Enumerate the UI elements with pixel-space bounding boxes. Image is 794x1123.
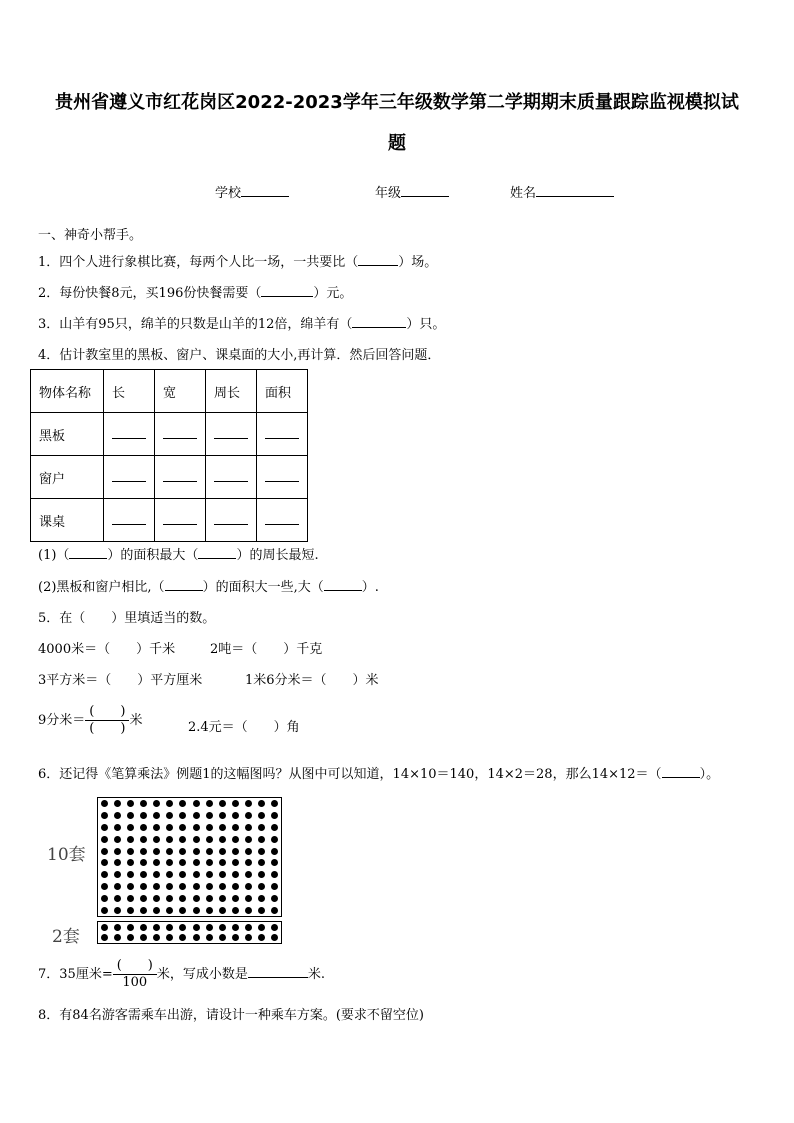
dot <box>179 895 186 902</box>
dot <box>219 836 226 843</box>
q5-item-e[interactable] <box>38 704 142 737</box>
dot <box>206 800 213 807</box>
dot <box>206 859 213 866</box>
dot <box>258 824 265 831</box>
dot <box>140 924 147 931</box>
q5e-unit: 米 <box>129 713 143 728</box>
dot <box>271 824 278 831</box>
dot <box>153 871 160 878</box>
school-label: 学校 <box>215 186 242 201</box>
dot <box>140 859 147 866</box>
dot <box>179 800 186 807</box>
dot-array-bottom <box>97 921 282 944</box>
dot <box>101 895 108 902</box>
dot <box>245 924 252 931</box>
dot <box>166 848 173 855</box>
q4s2-blank-2[interactable] <box>324 590 362 591</box>
dot <box>219 812 226 819</box>
school-field[interactable] <box>215 182 289 201</box>
name-field[interactable] <box>510 182 614 201</box>
row-label: 窗户 <box>31 456 104 499</box>
dot <box>179 934 186 941</box>
dot <box>153 934 160 941</box>
dot <box>258 895 265 902</box>
q5e-text: 9分米＝ <box>38 713 86 728</box>
answer-blank[interactable] <box>163 512 197 525</box>
fraction-denominator: 100 <box>122 975 148 990</box>
question-4-sub1 <box>38 544 319 563</box>
dot <box>114 924 121 931</box>
dot <box>232 836 239 843</box>
q4s2-text-end: ）. <box>361 580 379 595</box>
q4s1-blank-2[interactable] <box>198 558 236 559</box>
dot <box>271 859 278 866</box>
dot <box>179 924 186 931</box>
dot <box>114 934 121 941</box>
table-row <box>31 413 308 456</box>
dot <box>258 871 265 878</box>
dot <box>245 871 252 878</box>
row-label: 黑板 <box>31 413 104 456</box>
dot <box>127 883 134 890</box>
dot <box>127 800 134 807</box>
dot <box>193 848 200 855</box>
dot <box>245 848 252 855</box>
q6-text-end: ）。 <box>699 767 720 782</box>
dot <box>127 836 134 843</box>
dot <box>127 812 134 819</box>
dot <box>206 848 213 855</box>
dot <box>101 824 108 831</box>
answer-blank[interactable] <box>163 426 197 439</box>
dot <box>101 812 108 819</box>
dot <box>219 859 226 866</box>
dot <box>193 871 200 878</box>
dot <box>153 859 160 866</box>
question-3 <box>38 313 445 332</box>
question-1 <box>38 251 437 270</box>
q6-text: 6．还记得《笔算乘法》例题1的这幅图吗？从图中可以知道，14×10＝140，14×2＝28，那么14×12＝（ <box>38 767 662 782</box>
dot <box>206 812 213 819</box>
answer-blank[interactable] <box>265 512 299 525</box>
dot <box>127 859 134 866</box>
dot <box>258 934 265 941</box>
dot <box>179 859 186 866</box>
dot <box>232 812 239 819</box>
dot <box>219 824 226 831</box>
dot-label-bottom: 2套 <box>52 927 80 947</box>
question-4-sub2 <box>38 576 379 595</box>
dot <box>114 812 121 819</box>
dot <box>179 907 186 914</box>
q4s2-blank-1[interactable] <box>165 590 203 591</box>
fraction <box>85 704 129 737</box>
dot <box>101 907 108 914</box>
dot <box>206 836 213 843</box>
q5-item-d[interactable]: 1米6分米＝（ ）米 <box>245 673 379 688</box>
question-8: 8．有84名游客需乘车出游，请设计一种乘车方案。(要求不留空位) <box>38 1008 424 1023</box>
dot <box>114 895 121 902</box>
dot <box>179 883 186 890</box>
dot <box>206 883 213 890</box>
dot <box>245 883 252 890</box>
dot <box>232 924 239 931</box>
dot <box>206 824 213 831</box>
dot <box>101 934 108 941</box>
dot <box>206 924 213 931</box>
dot <box>258 812 265 819</box>
answer-blank[interactable] <box>265 426 299 439</box>
q4s1-text-mid: ）的面积最大（ <box>107 548 199 563</box>
header-cell: 长 <box>104 370 155 413</box>
dot <box>140 800 147 807</box>
dot <box>219 934 226 941</box>
dot <box>179 871 186 878</box>
dot <box>127 907 134 914</box>
dot <box>114 871 121 878</box>
dot <box>193 907 200 914</box>
dot <box>127 934 134 941</box>
dot <box>179 836 186 843</box>
dot <box>153 883 160 890</box>
dot <box>258 800 265 807</box>
dot <box>245 800 252 807</box>
dot <box>193 924 200 931</box>
q4s1-text: (1)（ <box>38 548 70 563</box>
dot <box>245 934 252 941</box>
dot <box>153 800 160 807</box>
dot <box>245 812 252 819</box>
table-row <box>31 456 308 499</box>
dot <box>258 907 265 914</box>
dot <box>166 859 173 866</box>
dot <box>206 934 213 941</box>
dot <box>271 836 278 843</box>
dot <box>258 848 265 855</box>
q4s2-text: (2)黑板和窗户相比,（ <box>38 580 165 595</box>
q7-text-end: 米. <box>307 967 326 982</box>
dot <box>271 871 278 878</box>
q1-text: 1．四个人进行象棋比赛，每两个人比一场，一共要比（ <box>38 255 359 270</box>
estimate-table <box>30 369 308 542</box>
dot <box>258 883 265 890</box>
dot <box>114 883 121 890</box>
dot <box>271 812 278 819</box>
dot <box>153 824 160 831</box>
dot <box>232 895 239 902</box>
answer-blank[interactable] <box>112 469 146 482</box>
table-row <box>31 499 308 542</box>
dot <box>193 934 200 941</box>
q4s1-blank-1[interactable] <box>69 558 107 559</box>
dot <box>193 824 200 831</box>
dot <box>166 907 173 914</box>
dot <box>179 848 186 855</box>
dot <box>219 895 226 902</box>
dot <box>153 924 160 931</box>
dot <box>114 800 121 807</box>
dot <box>127 871 134 878</box>
dot <box>140 812 147 819</box>
dot <box>179 812 186 819</box>
header-cell: 宽 <box>155 370 206 413</box>
dot <box>101 924 108 931</box>
dot <box>166 871 173 878</box>
dot <box>127 924 134 931</box>
dot <box>193 800 200 807</box>
q5-item-c[interactable]: 3平方米＝（ ）平方厘米 <box>38 673 203 688</box>
dot <box>193 836 200 843</box>
dot <box>166 934 173 941</box>
answer-blank[interactable] <box>214 469 248 482</box>
dot <box>206 895 213 902</box>
fraction-denominator[interactable]: ( ) <box>89 721 126 736</box>
dot <box>219 871 226 878</box>
header-cell: 周长 <box>206 370 257 413</box>
dot <box>232 848 239 855</box>
row-label: 课桌 <box>31 499 104 542</box>
question-7 <box>38 958 325 991</box>
dot <box>166 800 173 807</box>
question-6 <box>38 763 719 782</box>
q2-text-end: ）元。 <box>313 286 353 301</box>
dot <box>258 859 265 866</box>
fraction <box>113 958 157 991</box>
fraction-numerator[interactable]: ( ) <box>85 704 129 721</box>
dot <box>232 907 239 914</box>
dot <box>153 895 160 902</box>
dot <box>127 895 134 902</box>
q7-text: 7．35厘米= <box>38 967 113 982</box>
dot <box>271 924 278 931</box>
dot <box>193 859 200 866</box>
answer-blank[interactable] <box>112 426 146 439</box>
dot <box>127 824 134 831</box>
dot <box>140 871 147 878</box>
dot <box>206 907 213 914</box>
dot <box>232 859 239 866</box>
dot <box>166 895 173 902</box>
q3-text: 3．山羊有95只，绵羊的只数是山羊的12倍，绵羊有（ <box>38 317 353 332</box>
dot <box>140 836 147 843</box>
dot <box>193 883 200 890</box>
q4s1-text-end: ）的周长最短. <box>236 548 319 563</box>
question-2 <box>38 282 352 301</box>
q6-answer-blank[interactable] <box>662 777 700 778</box>
question-4: 4．估计教室里的黑板、窗户、课桌面的大小,再计算．然后回答问题． <box>38 348 441 363</box>
dot <box>101 836 108 843</box>
table-header-row <box>31 370 308 413</box>
q7-answer-blank[interactable] <box>248 977 308 978</box>
q5-item-a[interactable]: 4000米＝（ ）千米 <box>38 642 176 657</box>
dot <box>140 824 147 831</box>
dot <box>206 871 213 878</box>
dot <box>245 824 252 831</box>
dot <box>140 848 147 855</box>
dot <box>127 848 134 855</box>
answer-blank[interactable] <box>112 512 146 525</box>
dot <box>114 907 121 914</box>
dot <box>153 836 160 843</box>
section-heading: 一、神奇小帮手。 <box>38 228 143 243</box>
dot-label-top: 10套 <box>47 845 86 865</box>
q3-text-end: ）只。 <box>406 317 446 332</box>
dot <box>271 907 278 914</box>
dot <box>219 883 226 890</box>
dot <box>271 895 278 902</box>
dot <box>271 800 278 807</box>
answer-blank[interactable] <box>214 426 248 439</box>
q3-answer-blank[interactable] <box>352 327 406 328</box>
dot-array-top <box>97 797 282 917</box>
fraction-numerator[interactable]: ( ) <box>113 958 157 975</box>
page-title-continued: 题 <box>388 133 406 154</box>
dot <box>101 800 108 807</box>
dot <box>271 848 278 855</box>
dot <box>166 883 173 890</box>
q1-answer-blank[interactable] <box>358 265 398 266</box>
dot <box>166 824 173 831</box>
dot <box>245 836 252 843</box>
q2-text: 2．每份快餐8元，买196份快餐需要（ <box>38 286 262 301</box>
dot <box>232 800 239 807</box>
grade-label: 年级 <box>375 186 402 201</box>
dot <box>219 924 226 931</box>
dot <box>101 883 108 890</box>
dot <box>101 859 108 866</box>
q5-item-b[interactable]: 2吨＝（ ）千克 <box>210 642 323 657</box>
page-title: 贵州省遵义市红花岗区2022-2023学年三年级数学第二学期期末质量跟踪监视模拟试 <box>55 92 739 113</box>
dot <box>114 859 121 866</box>
dot <box>179 824 186 831</box>
dot <box>219 907 226 914</box>
answer-blank[interactable] <box>214 512 248 525</box>
dot <box>140 895 147 902</box>
q2-answer-blank[interactable] <box>261 296 313 297</box>
dot <box>140 934 147 941</box>
dot <box>245 907 252 914</box>
dot <box>232 934 239 941</box>
header-cell: 面积 <box>257 370 308 413</box>
dot <box>232 824 239 831</box>
dot <box>101 848 108 855</box>
dot <box>219 848 226 855</box>
dot <box>232 871 239 878</box>
name-label: 姓名 <box>510 186 537 201</box>
dot <box>140 883 147 890</box>
dot <box>166 924 173 931</box>
dot <box>153 848 160 855</box>
header-cell: 物体名称 <box>31 370 104 413</box>
dot <box>166 836 173 843</box>
dot <box>258 836 265 843</box>
dot <box>114 824 121 831</box>
dot <box>193 895 200 902</box>
dot <box>114 848 121 855</box>
q5-item-f[interactable]: 2.4元＝（ ）角 <box>188 720 300 735</box>
dot <box>271 883 278 890</box>
dot <box>219 800 226 807</box>
dot <box>271 934 278 941</box>
dot <box>232 883 239 890</box>
q1-text-end: ）场。 <box>398 255 438 270</box>
question-5: 5．在（ ）里填适当的数。 <box>38 611 216 626</box>
grade-field[interactable] <box>375 182 449 201</box>
dot <box>193 812 200 819</box>
dot <box>166 812 173 819</box>
q4s2-text-mid: ）的面积大一些,大（ <box>202 580 324 595</box>
dot <box>258 924 265 931</box>
dot <box>153 812 160 819</box>
answer-blank[interactable] <box>163 469 197 482</box>
answer-blank[interactable] <box>265 469 299 482</box>
dot <box>140 907 147 914</box>
dot <box>245 895 252 902</box>
dot <box>153 907 160 914</box>
dot <box>101 871 108 878</box>
dot <box>114 836 121 843</box>
q7-text-mid: 米，写成小数是 <box>156 967 248 982</box>
dot <box>245 859 252 866</box>
